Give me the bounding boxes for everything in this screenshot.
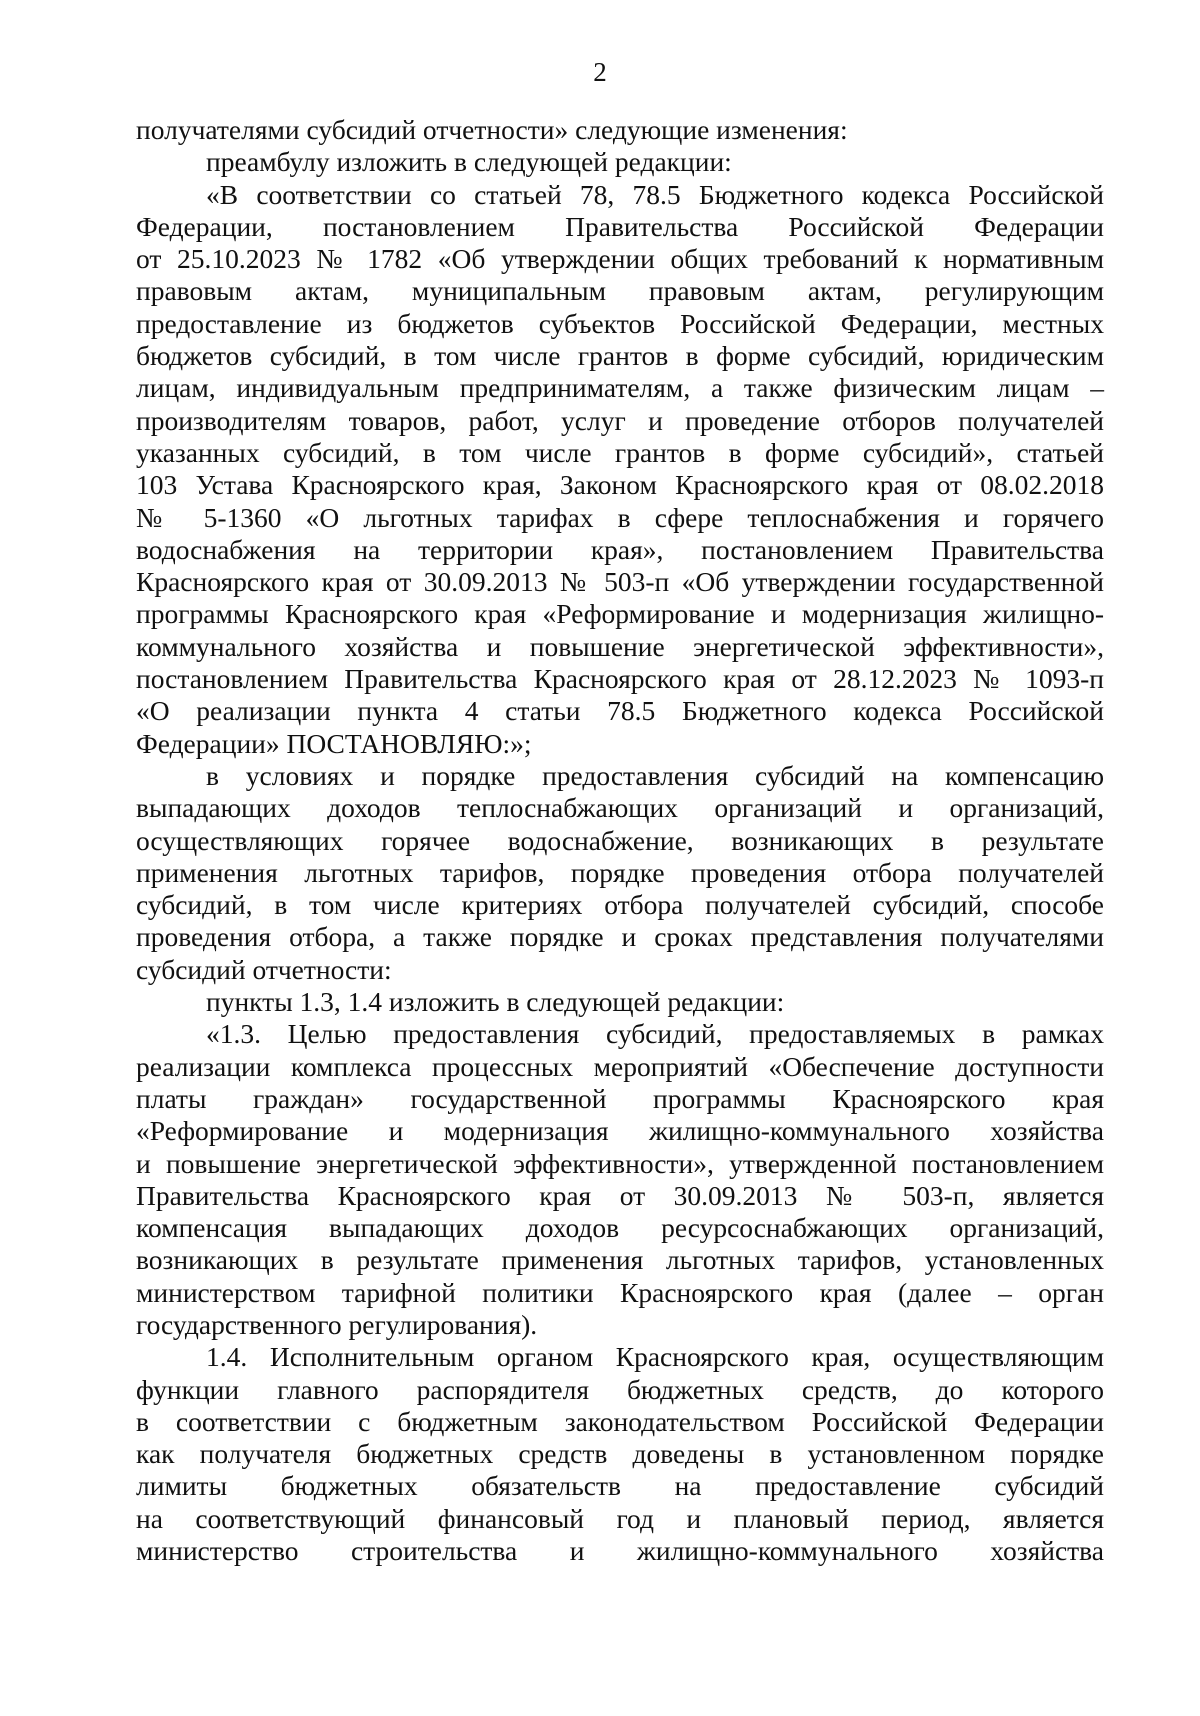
- text-line: осуществляющих горячее водоснабжение, возникающих в результате: [136, 824, 1104, 856]
- page-number: 2: [593, 57, 607, 87]
- text-line: Федерации, постановлением Правительства Российской Федерации: [136, 210, 1104, 242]
- text-line: «1.3. Целью предоставления субсидий, предоставляемых в рамках: [206, 1018, 1104, 1050]
- text-line: от 25.10.2023 № 1782 «Об утверждении общих требований к нормативным: [136, 243, 1104, 275]
- text-line: министерством тарифной политики Красноярского края (далее – орган: [136, 1276, 1104, 1308]
- text-line: субсидий, в том числе критериях отбора получателей субсидий, способе: [136, 889, 1104, 921]
- text-line: бюджетов субсидий, в том числе грантов в форме субсидий, юридическим: [136, 340, 1104, 372]
- text-line: государственного регулирования).: [136, 1308, 538, 1340]
- text-line: субсидий отчетности:: [136, 953, 392, 985]
- text-line: применения льготных тарифов, порядке проведения отбора получателей: [136, 856, 1104, 888]
- text-line: водоснабжения на территории края», постановлением Правительства: [136, 533, 1104, 565]
- text-line: производителям товаров, работ, услуг и проведение отборов получателей: [136, 404, 1104, 436]
- text-line: на соответствующий финансовый год и плановый период, является: [136, 1502, 1104, 1534]
- text-line: правовым актам, муниципальным правовым актам, регулирующим: [136, 275, 1104, 307]
- text-line: проведения отбора, а также порядке и сроках представления получателями: [136, 921, 1104, 953]
- text-line: 1.4. Исполнительным органом Красноярского края, осуществляющим: [206, 1341, 1104, 1373]
- text-line: указанных субсидий, в том числе грантов в форме субсидий», статьей: [136, 436, 1104, 468]
- text-line: № 5-1360 «О льготных тарифах в сфере теплоснабжения и горячего: [136, 501, 1104, 533]
- text-line: программы Красноярского края «Реформирование и модернизация жилищно-: [136, 598, 1104, 630]
- text-line: постановлением Правительства Красноярского края от 28.12.2023 № 1093-п: [136, 663, 1104, 695]
- text-line: коммунального хозяйства и повышение энергетической эффективности»,: [136, 630, 1104, 662]
- text-line: платы граждан» государственной программы Красноярского края: [136, 1082, 1104, 1114]
- text-line: «В соответствии со статьей 78, 78.5 Бюджетного кодекса Российской: [206, 178, 1104, 210]
- text-line: Федерации» ПОСТАНОВЛЯЮ:»;: [136, 727, 532, 759]
- text-line: Правительства Красноярского края от 30.09.2013 № 503-п, является: [136, 1179, 1104, 1211]
- text-line: реализации комплекса процессных мероприятий «Обеспечение доступности: [136, 1050, 1104, 1082]
- text-line: «О реализации пункта 4 статьи 78.5 Бюджетного кодекса Российской: [136, 695, 1104, 727]
- text-line: преамбулу изложить в следующей редакции:: [206, 146, 732, 178]
- text-line: возникающих в результате применения льготных тарифов, установленных: [136, 1244, 1104, 1276]
- text-line: получателями субсидий отчетности» следующие изменения:: [136, 114, 848, 145]
- text-line: выпадающих доходов теплоснабжающих организаций и организаций,: [136, 792, 1104, 824]
- text-line: Красноярского края от 30.09.2013 № 503-п «Об утверждении государственной: [136, 566, 1104, 598]
- text-line: пункты 1.3, 1.4 изложить в следующей редакции:: [206, 986, 785, 1018]
- text-line: в условиях и порядке предоставления субсидий на компенсацию: [206, 759, 1104, 791]
- text-line: «Реформирование и модернизация жилищно-коммунального хозяйства: [136, 1115, 1104, 1147]
- text-line: лицам, индивидуальным предпринимателям, а также физическим лицам –: [136, 372, 1104, 404]
- text-line: и повышение энергетической эффективности», утвержденной постановлением: [136, 1147, 1104, 1179]
- text-line: компенсация выпадающих доходов ресурсоснабжающих организаций,: [136, 1212, 1104, 1244]
- text-line: как получателя бюджетных средств доведены в установленном порядке: [136, 1438, 1104, 1470]
- text-line: в соответствии с бюджетным законодательством Российской Федерации: [136, 1405, 1104, 1437]
- text-line: лимиты бюджетных обязательств на предоставление субсидий: [136, 1470, 1104, 1502]
- text-line: предоставление из бюджетов субъектов Российской Федерации, местных: [136, 307, 1104, 339]
- text-line: 103 Устава Красноярского края, Законом Красноярского края от 08.02.2018: [136, 469, 1104, 501]
- text-line: министерство строительства и жилищно-коммунального хозяйства: [136, 1535, 1104, 1567]
- document-body: [136, 114, 1104, 1567]
- text-line: функции главного распорядителя бюджетных средств, до которого: [136, 1373, 1104, 1405]
